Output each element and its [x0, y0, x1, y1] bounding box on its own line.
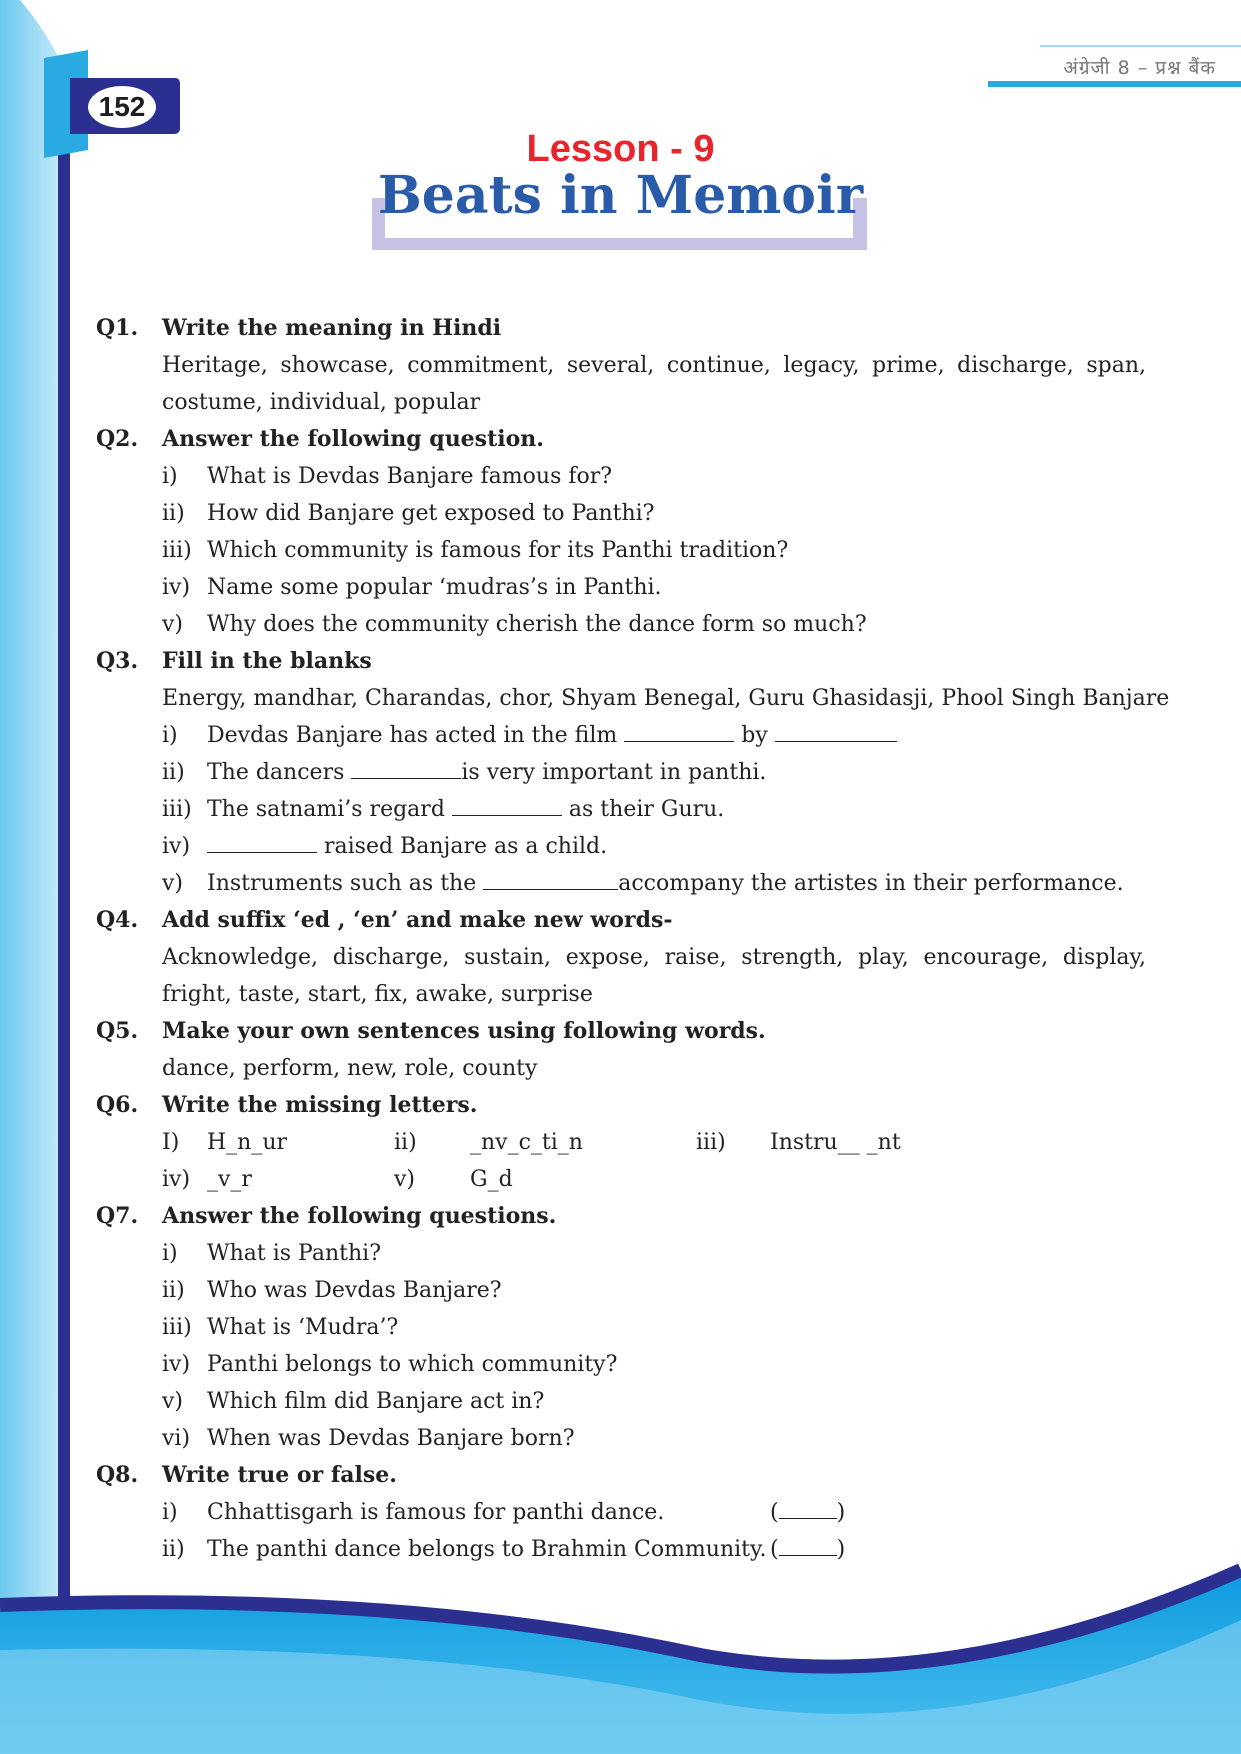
- answer-blank[interactable]: [483, 869, 618, 890]
- item-number: iv): [162, 1352, 191, 1377]
- item-text: H_n_ur: [207, 1130, 288, 1155]
- item-text: Which community is famous for its Panthi tradition?: [207, 538, 789, 563]
- question-3: [96, 643, 1146, 680]
- item-text: Name some popular ‘mudras’s in Panthi.: [207, 575, 662, 600]
- lesson-label: Lesson - 9: [526, 128, 715, 170]
- answer-blank[interactable]: [207, 832, 317, 853]
- question-text: Write true or false.: [162, 1462, 397, 1488]
- item-number: vi): [162, 1426, 191, 1451]
- fill-item: [96, 754, 1146, 791]
- list-item: [96, 1272, 1146, 1309]
- item-number: ii): [162, 501, 185, 526]
- word-list: Energy, mandhar, Charandas, chor, Shyam Benegal, Guru Ghasidasji, Phool Singh Banjare: [162, 686, 1170, 711]
- item-text: The satnami’s regard: [207, 797, 445, 822]
- item-number: v): [162, 612, 184, 637]
- question-number: Q6.: [96, 1092, 139, 1118]
- question-text: Write the missing letters.: [162, 1092, 478, 1118]
- question-2: [96, 421, 1146, 458]
- list-item: [96, 1420, 1146, 1457]
- question-number: Q4.: [96, 907, 139, 933]
- item-text: The dancers: [207, 760, 345, 785]
- item-text: Why does the community cherish the dance form so much?: [207, 612, 867, 637]
- item-number: iv): [162, 1167, 191, 1192]
- answer-blank[interactable]: [779, 1535, 837, 1556]
- item-text: is very important in panthi.: [461, 760, 767, 785]
- item-number: iii): [162, 538, 192, 563]
- question-number: Q1.: [96, 315, 139, 341]
- list-item: [96, 1346, 1146, 1383]
- item-text: The panthi dance belongs to Brahmin Community.: [207, 1537, 767, 1562]
- fill-item: [96, 717, 1146, 754]
- lesson-title: Beats in Memoir: [377, 165, 864, 226]
- question-list: [96, 310, 1170, 1568]
- fill-item: [96, 791, 1146, 828]
- question-text: Write the meaning in Hindi: [162, 315, 502, 341]
- item-text: Chhattisgarh is famous for panthi dance.: [207, 1500, 665, 1525]
- open-paren: (: [770, 1500, 779, 1525]
- item-number: iii): [162, 1315, 192, 1340]
- question-1: [96, 310, 1146, 347]
- fill-item: [96, 828, 1146, 865]
- missing-letters-row: [96, 1161, 1146, 1198]
- item-text: accompany the artistes in their performance.: [618, 871, 1124, 896]
- item-number: iii): [696, 1130, 726, 1155]
- item-text: G_d: [470, 1167, 513, 1192]
- item-text: _v_r: [207, 1167, 252, 1192]
- list-item: [96, 1235, 1146, 1272]
- item-number: ii): [162, 1537, 185, 1562]
- item-text: What is Panthi?: [207, 1241, 381, 1266]
- question-text: Answer the following question.: [162, 426, 544, 452]
- answer-blank[interactable]: [624, 721, 734, 742]
- item-text: as their Guru.: [568, 797, 725, 822]
- item-text: What is Devdas Banjare famous for?: [207, 464, 613, 489]
- item-number: i): [162, 1500, 178, 1525]
- item-number: I): [162, 1130, 180, 1155]
- item-number: iv): [162, 575, 191, 600]
- item-number: v): [162, 871, 184, 896]
- open-paren: (: [770, 1537, 779, 1562]
- question-number: Q8.: [96, 1462, 139, 1488]
- question-7: [96, 1198, 1146, 1235]
- list-item: [96, 495, 1146, 532]
- item-number: i): [162, 1241, 178, 1266]
- true-false-item: [96, 1531, 1146, 1568]
- missing-letters-row: [96, 1124, 1146, 1161]
- list-item: [96, 458, 1146, 495]
- question-text: Fill in the blanks: [162, 648, 372, 674]
- close-paren: ): [836, 1500, 846, 1525]
- answer-blank[interactable]: [452, 795, 562, 816]
- list-item: [96, 1383, 1146, 1420]
- book-title: अंग्रेजी 8 – प्रश्न बैंक: [1063, 57, 1216, 79]
- item-number: ii): [162, 1278, 185, 1303]
- true-false-item: [96, 1494, 1146, 1531]
- item-text: Devdas Banjare has acted in the film: [207, 723, 618, 748]
- question-text: Add suffix ‘ed , ‘en’ and make new words-: [162, 907, 673, 933]
- item-text: Instruments such as the: [207, 871, 477, 896]
- question-number: Q5.: [96, 1018, 139, 1044]
- word-list: Acknowledge, discharge, sustain, expose, raise, strength, play, encourage, display, fright, taste, start, fix, awake, surprise: [162, 945, 1146, 1007]
- question-5: [96, 1013, 1146, 1050]
- close-paren: ): [836, 1537, 846, 1562]
- answer-blank[interactable]: [351, 758, 461, 779]
- item-text: Panthi belongs to which community?: [207, 1352, 618, 1377]
- item-number: v): [394, 1167, 416, 1192]
- item-number: ii): [394, 1130, 417, 1155]
- question-4: [96, 902, 1146, 939]
- question-number: Q7.: [96, 1203, 139, 1229]
- item-text: _nv_c_ti_n: [470, 1130, 583, 1155]
- word-list: Heritage, showcase, commitment, several, continue, legacy, prime, discharge, span, costume, individual, popular: [162, 353, 1146, 415]
- page-number: 152: [98, 91, 146, 122]
- list-item: [96, 532, 1146, 569]
- question-8: [96, 1457, 1146, 1494]
- item-number: ii): [162, 760, 185, 785]
- item-number: v): [162, 1389, 184, 1414]
- list-item: [96, 569, 1146, 606]
- answer-blank[interactable]: [779, 1498, 837, 1519]
- answer-blank[interactable]: [775, 721, 897, 742]
- fill-item: [96, 865, 1146, 902]
- question-number: Q2.: [96, 426, 139, 452]
- item-text: raised Banjare as a child.: [324, 834, 608, 859]
- item-number: iii): [162, 797, 192, 822]
- item-number: i): [162, 464, 178, 489]
- question-6: [96, 1087, 1146, 1124]
- question-number: Q3.: [96, 648, 139, 674]
- item-text: When was Devdas Banjare born?: [207, 1426, 575, 1451]
- list-item: [96, 606, 1146, 643]
- word-list: dance, perform, new, role, county: [162, 1056, 538, 1081]
- item-number: i): [162, 723, 178, 748]
- item-text: Which film did Banjare act in?: [207, 1389, 545, 1414]
- list-item: [96, 1309, 1146, 1346]
- item-text: Who was Devdas Banjare?: [207, 1278, 502, 1303]
- item-number: iv): [162, 834, 191, 859]
- question-text: Make your own sentences using following words.: [162, 1018, 766, 1044]
- question-text: Answer the following questions.: [162, 1203, 557, 1229]
- item-text: What is ‘Mudra’?: [207, 1315, 399, 1340]
- item-text: by: [741, 723, 768, 748]
- item-text: How did Banjare get exposed to Panthi?: [207, 501, 655, 526]
- item-text: Instru__ _nt: [770, 1130, 901, 1155]
